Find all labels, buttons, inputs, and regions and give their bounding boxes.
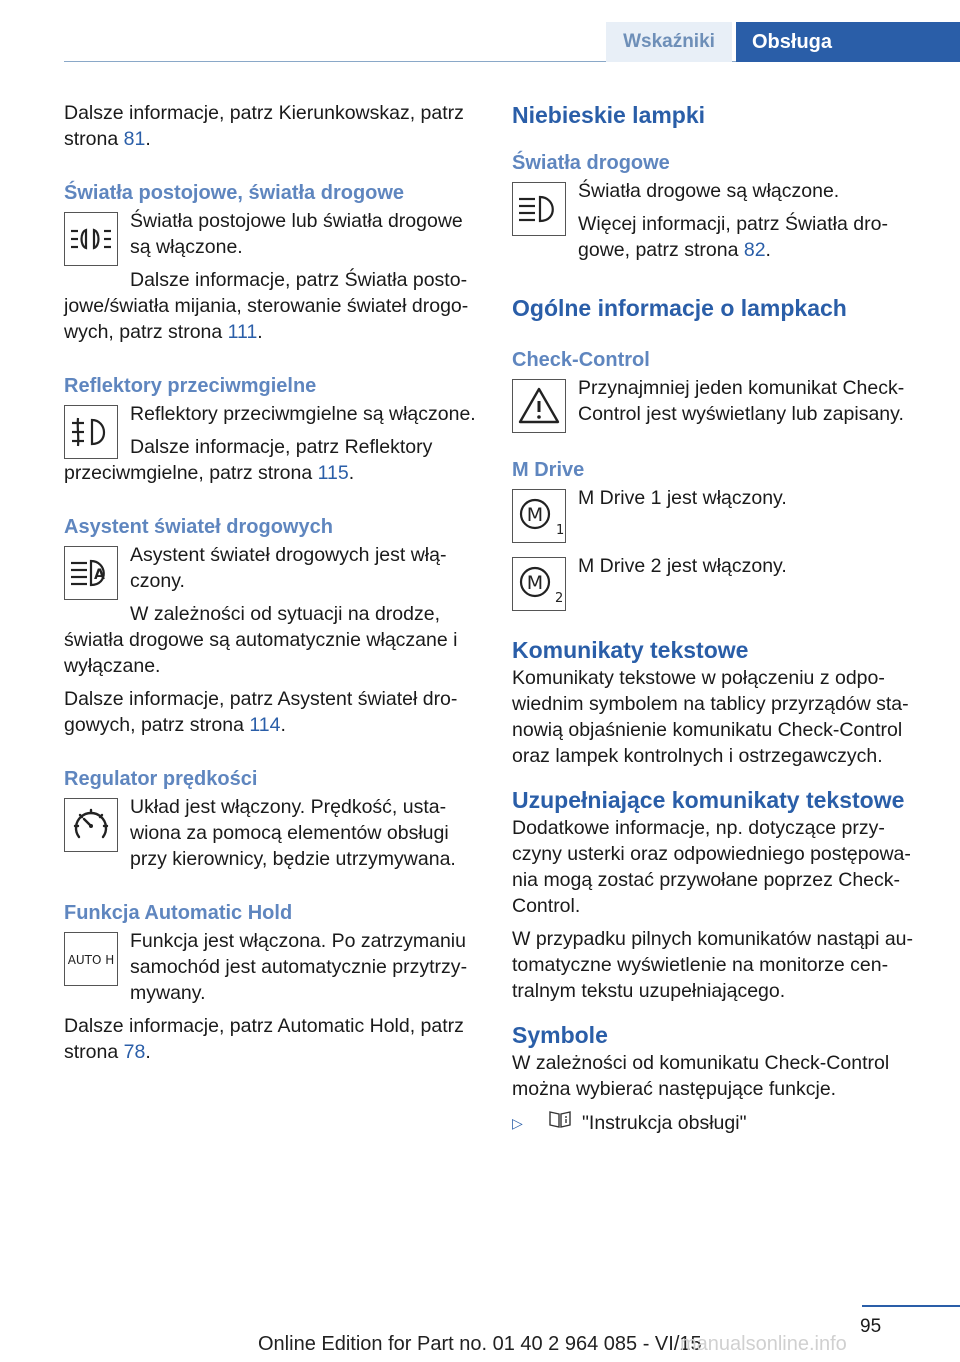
parking-lights-text: Światła postojowe lub światła drogowe są włączone. (130, 210, 463, 258)
intro-paragraph: Dalsze informacje, patrz Kierunkowskaz, patrz strona 81. (64, 102, 464, 150)
auto-hold-icon (64, 932, 118, 986)
tab-obsluga[interactable]: Obsługa (736, 22, 960, 62)
parking-lights-item (64, 206, 476, 260)
m-drive-1-text: M Drive 1 jest włączony. (578, 487, 787, 509)
high-beam-assist-icon (64, 546, 118, 600)
high-beam-assist-more: Dalsze informacje, patrz Asystent świateł drogowych, patrz strona 114. (64, 688, 458, 736)
page-link[interactable]: 115 (317, 462, 349, 484)
tab-wskazniki[interactable]: Wskaźniki (606, 22, 732, 62)
left-column (64, 100, 476, 1072)
m-drive-1-icon (512, 489, 566, 543)
heading-supplementary-messages: Uzupełniające komunikaty tekstowe (512, 787, 905, 813)
page-link[interactable]: 111 (227, 321, 258, 343)
book-icon (548, 1109, 582, 1136)
cruise-control-item (64, 792, 476, 872)
high-beam-assist-text: Asystent świateł drogowych jest włączony. (130, 544, 447, 592)
supplementary-text-1: Dodatkowe informacje, np. dotyczące przyczyny usterki oraz odpowiedniego postępowania mogą zostać przywołane poprzez Check-Control. (512, 817, 911, 917)
heading-symbols: Symbole (512, 1022, 608, 1048)
footer-rule (862, 1305, 960, 1307)
page-link[interactable]: 82 (743, 239, 766, 261)
warning-triangle-icon (512, 379, 566, 433)
heading-automatic-hold: Funkcja Automatic Hold (64, 902, 293, 924)
heading-blue-lamps: Niebieskie lampki (512, 102, 706, 128)
fog-lights-item (64, 399, 476, 427)
high-beam-more: Więcej informacji, patrz Światła drogowe, patrz strona 82. (578, 213, 888, 261)
heading-cruise-control: Regulator prędkości (64, 768, 258, 790)
fog-lights-icon (64, 405, 118, 459)
high-beam-assist-item (64, 540, 476, 594)
text-messages-text: Komunikaty tekstowe w połączeniu z odpowiednim symbolem na tablicy przyrządów stanowią objaśnienie komunikatu Check-Control oraz lampek kontrolnych i ostrzegawczych. (512, 667, 909, 767)
m-drive-2-icon (512, 557, 566, 611)
m-drive-2-text: M Drive 2 jest włączony. (578, 555, 787, 577)
right-column (512, 100, 924, 1136)
fog-lights-text: Reflektory przeciwmgielne są włączone. (130, 403, 476, 425)
heading-check-control: Check-Control (512, 349, 650, 371)
high-beam-item (512, 176, 924, 263)
watermark: manualsonline.info (680, 1333, 847, 1355)
heading-text-messages: Komunikaty tekstowe (512, 637, 749, 663)
high-beam-icon (512, 182, 566, 236)
check-control-text: Przynajmniej jeden komunikat Check-Control jest wyświetlany lub zapisany. (578, 377, 905, 425)
automatic-hold-item (64, 926, 476, 1006)
m-drive-2-item (512, 551, 924, 621)
heading-high-beam: Światła drogowe (512, 152, 670, 174)
page-link[interactable]: 114 (249, 714, 281, 736)
svg-text:M: M (526, 572, 544, 594)
auto-hold-icon-label: AUTO H (67, 953, 115, 967)
automatic-hold-more: Dalsze informacje, patrz Automatic Hold, patrz strona 78. (64, 1015, 464, 1063)
heading-general-info: Ogólne informacje o lampkach (512, 295, 847, 321)
speedometer-icon (64, 798, 118, 852)
edition-footer: Online Edition for Part no. 01 40 2 964 085 - VI/15 (258, 1333, 702, 1355)
automatic-hold-text: Funkcja jest włączona. Po zatrzymaniu samochód jest automatycznie przytrzymywany. (130, 930, 468, 1004)
check-control-item (512, 373, 924, 427)
heading-fog-lights: Reflektory przeciwmgielne (64, 375, 317, 397)
supplementary-text-2: W przypadku pilnych komunikatów nastąpi automatyczne wyświetlenie na monitorze centralnym tekstu uzupełniającego. (512, 928, 914, 1002)
symbol-item-label: "Instrukcja obsługi" (582, 1111, 747, 1134)
heading-m-drive: M Drive (512, 459, 585, 481)
high-beam-assist-desc: W zależności od sytuacji na drodze, światła drogowe są automatycznie włączane i wyłączane. (64, 603, 458, 677)
list-bullet-icon: ▷ (512, 1114, 523, 1131)
symbol-list-item[interactable] (512, 1109, 924, 1136)
m-drive-1-item (512, 483, 924, 551)
high-beam-text: Światła drogowe są włączone. (578, 180, 840, 202)
parking-lights-icon (64, 212, 118, 266)
page-link[interactable]: 78 (123, 1041, 146, 1063)
fog-lights-more: Dalsze informacje, patrz Reflektory przeciwmgielne, patrz strona 115. (64, 436, 433, 484)
cruise-control-text: Układ jest włączony. Prędkość, ustawiona za pomocą elementów obsługi przy kierownicy, będzie utrzymywana. (130, 796, 456, 870)
m-drive-1-subscript: 1 (556, 523, 565, 538)
page-number: 95 (860, 1316, 882, 1337)
svg-text:A: A (94, 567, 105, 583)
svg-text:M: M (526, 504, 544, 526)
symbols-text: W zależności od komunikatu Check-Control można wybierać następujące funkcje. (512, 1052, 890, 1100)
page-link[interactable]: 81 (123, 128, 146, 150)
parking-lights-more: Dalsze informacje, patrz Światła postojowe/światła mijania, sterowanie świateł drogowych, patrz strona 111. (64, 269, 469, 343)
m-drive-2-subscript: 2 (555, 591, 564, 606)
heading-high-beam-assist: Asystent świateł drogowych (64, 516, 333, 538)
heading-parking-lights: Światła postojowe, światła drogowe (64, 182, 405, 204)
